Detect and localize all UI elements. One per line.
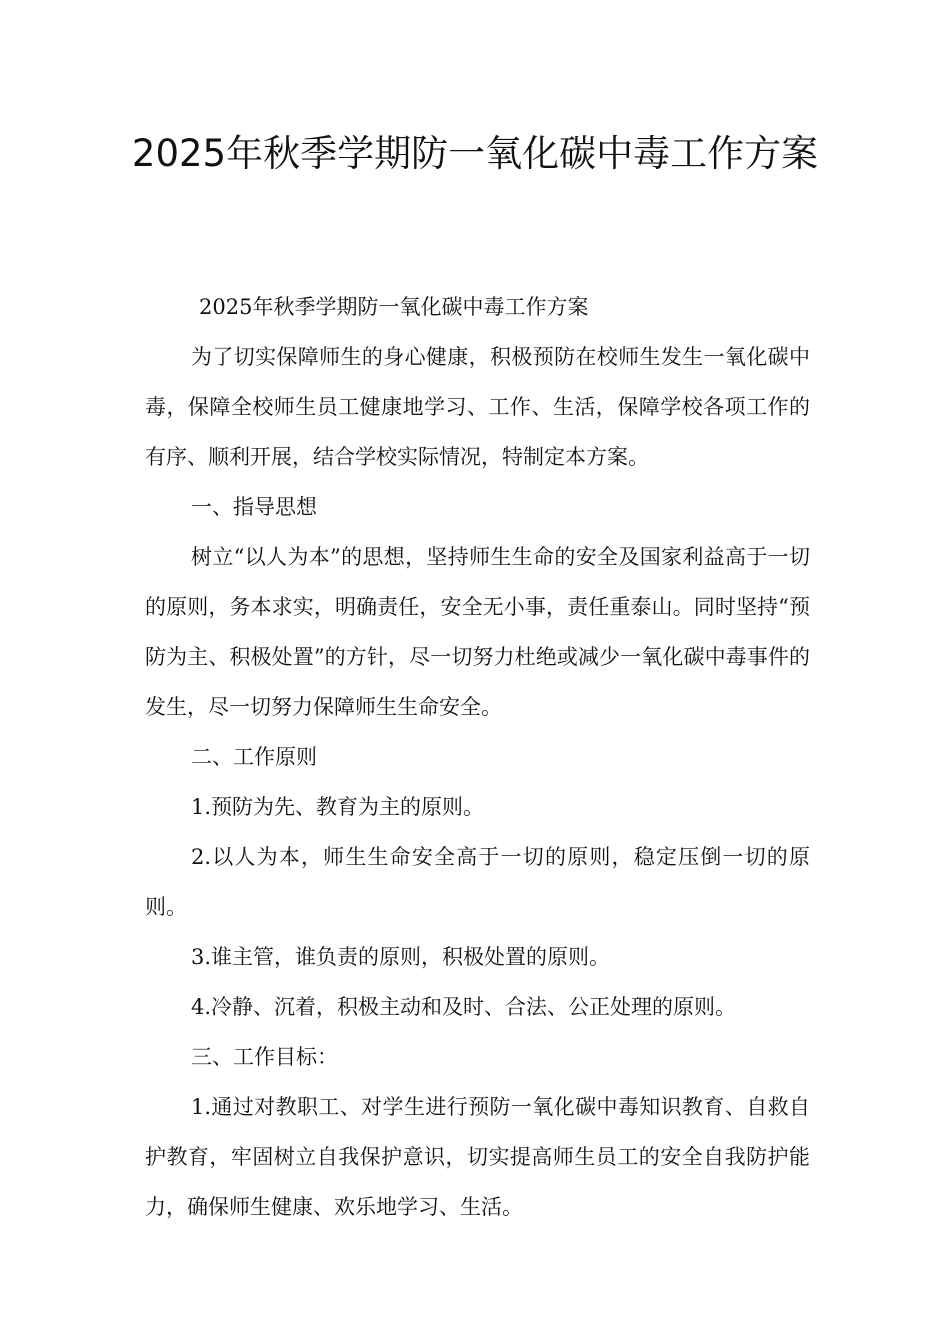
section-heading-guiding-ideology: 一、指导思想: [191, 495, 317, 519]
intro-paragraph: 为了切实保障师生的身心健康，积极预防在校师生发生一氧化碳中毒，保障全校师生员工健康地学习、工作、生活，保障学校各项工作的有序、顺利开展，结合学校实际情况，特制定本方案。: [145, 345, 810, 469]
guiding-ideology-paragraph: 树立“以人为本”的思想，坚持师生生命的安全及国家利益高于一切的原则，务本求实，明确责任，安全无小事，责任重泰山。同时坚持“预防为主、积极处置”的方针，尽一切努力杜绝或减少一氧化碳中毒事件的发生，尽一切努力保障师生生命安全。: [145, 545, 810, 719]
principle-item-2: 2.以人为本，师生生命安全高于一切的原则，稳定压倒一切的原则。: [145, 845, 810, 919]
goal-item-1: 1.通过对教职工、对学生进行预防一氧化碳中毒知识教育、自救自护教育，牢固树立自我保护意识，切实提高师生员工的安全自我防护能力，确保师生健康、欢乐地学习、生活。: [145, 1095, 810, 1219]
principle-item-1: 1.预防为先、教育为主的原则。: [191, 795, 485, 819]
principle-item-4: 4.冷静、沉着，积极主动和及时、合法、公正处理的原则。: [191, 995, 737, 1019]
section-heading-work-principles: 二、工作原则: [191, 745, 317, 769]
section-heading-work-goals: 三、工作目标：: [191, 1045, 338, 1069]
document-subtitle: 2025年秋季学期防一氧化碳中毒工作方案: [199, 295, 589, 319]
document-body: [145, 282, 810, 1232]
principle-item-3: 3.谁主管，谁负责的原则，积极处置的原则。: [191, 945, 611, 969]
document-title: 2025年秋季学期防一氧化碳中毒工作方案: [131, 132, 819, 175]
